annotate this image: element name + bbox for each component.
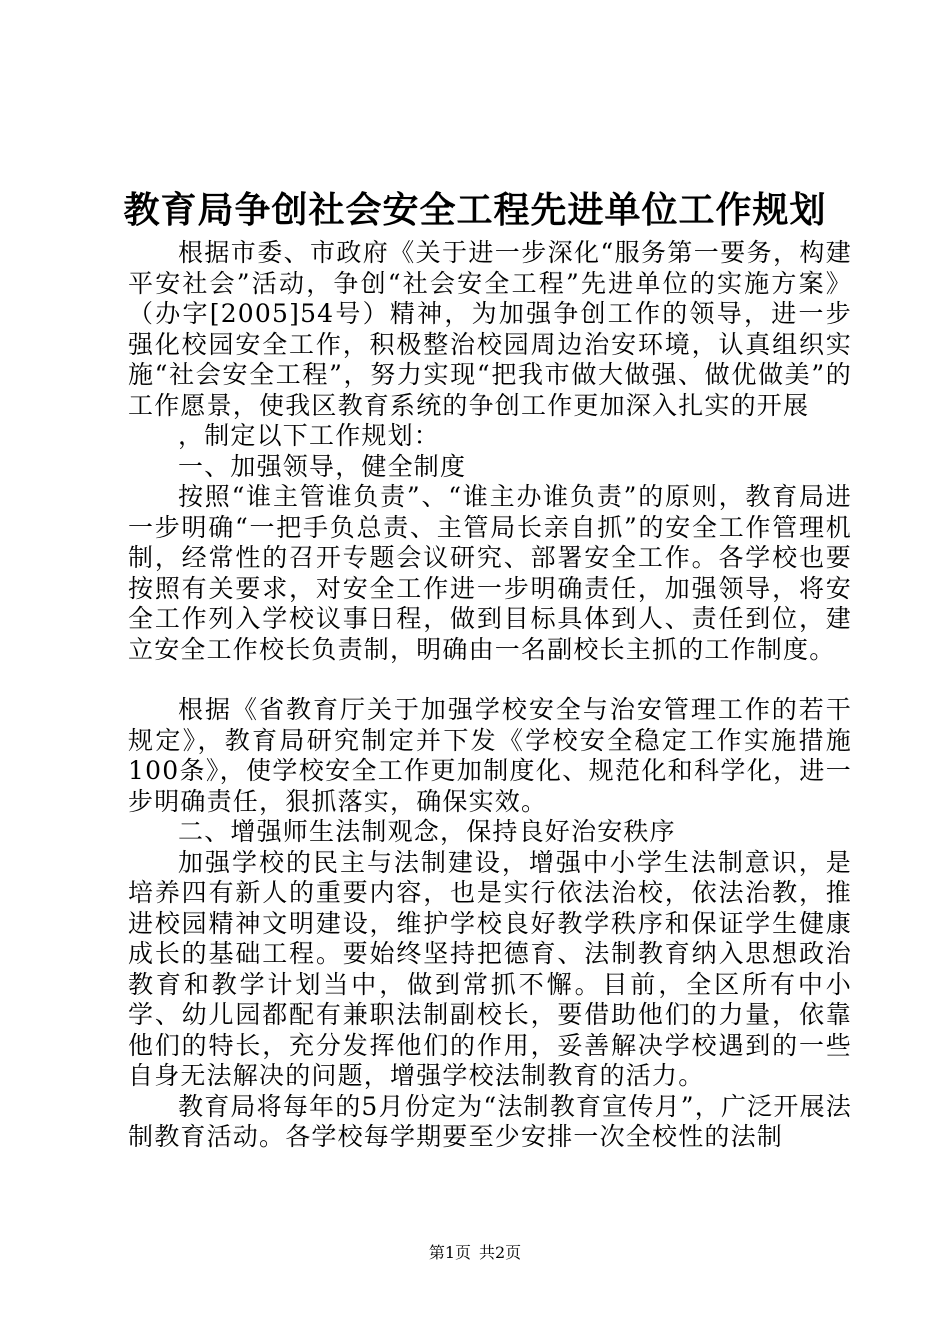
paragraph-gap	[128, 665, 852, 695]
paragraph: 根据市委、市政府《关于进一步深化“服务第一要务，构建平安社会”活动，争创“社会安全工程”先进单位的实施方案》（办字[2005]54号）精神，为加强争创工作的领导，进一步强化校园安全工作，积极整治校园周边治安环境，认真组织实施“社会安全工程”，努力实现“把我市做大做强、做优做美”的工作愿景，使我区教育系统的争创工作更加深入扎实的开展	[128, 238, 852, 420]
section-heading: 一、加强领导，健全制度	[178, 451, 467, 481]
page-number: 第1页	[428, 1243, 471, 1262]
paragraph: 教育局将每年的5月份定为“法制教育宣传月”，广泛开展法制教育活动。各学校每学期要至少安排一次全校性的法制	[128, 1091, 852, 1151]
page-footer	[0, 1242, 950, 1264]
paragraph: 根据《省教育厅关于加强学校安全与治安管理工作的若干规定》，教育局研究制定并下发《学校安全稳定工作实施措施100条》，使学校安全工作更加制度化、规范化和科学化，进一步明确责任，狠抓落实，确保实效。	[128, 695, 852, 816]
paragraph: ，制定以下工作规划：	[178, 421, 441, 450]
paragraph: 加强学校的民主与法制建设，增强中小学生法制意识，是培养四有新人的重要内容，也是实行依法治校，依法治教，推进校园精神文明建设，维护学校良好教学秩序和保证学生健康成长的基础工程。要始终坚持把德育、法制教育纳入思想政治教育和教学计划当中，做到常抓不懈。目前，全区所有中小学、幼儿园都配有兼职法制副校长，要借助他们的力量，依靠他们的特长，充分发挥他们的作用，妥善解决学校遇到的一些自身无法解决的问题，增强学校法制教育的活力。	[128, 847, 852, 1090]
paragraph: 按照“谁主管谁负责”、“谁主办谁负责”的原则，教育局进一步明确“一把手负总责、主管局长亲自抓”的安全工作管理机制，经常性的召开专题会议研究、部署安全工作。各学校也要按照有关要求，对安全工作进一步明确责任，加强领导，将安全工作列入学校议事日程，做到目标具体到人、责任到位，建立安全工作校长负责制，明确由一名副校长主抓的工作制度。	[128, 482, 852, 664]
document-title: 教育局争创社会安全工程先进单位工作规划	[123, 189, 827, 231]
section-heading: 二、增强师生法制观念，保持良好治安秩序	[178, 817, 676, 846]
document-body	[128, 238, 852, 1153]
page-total: 共2页	[479, 1243, 522, 1262]
